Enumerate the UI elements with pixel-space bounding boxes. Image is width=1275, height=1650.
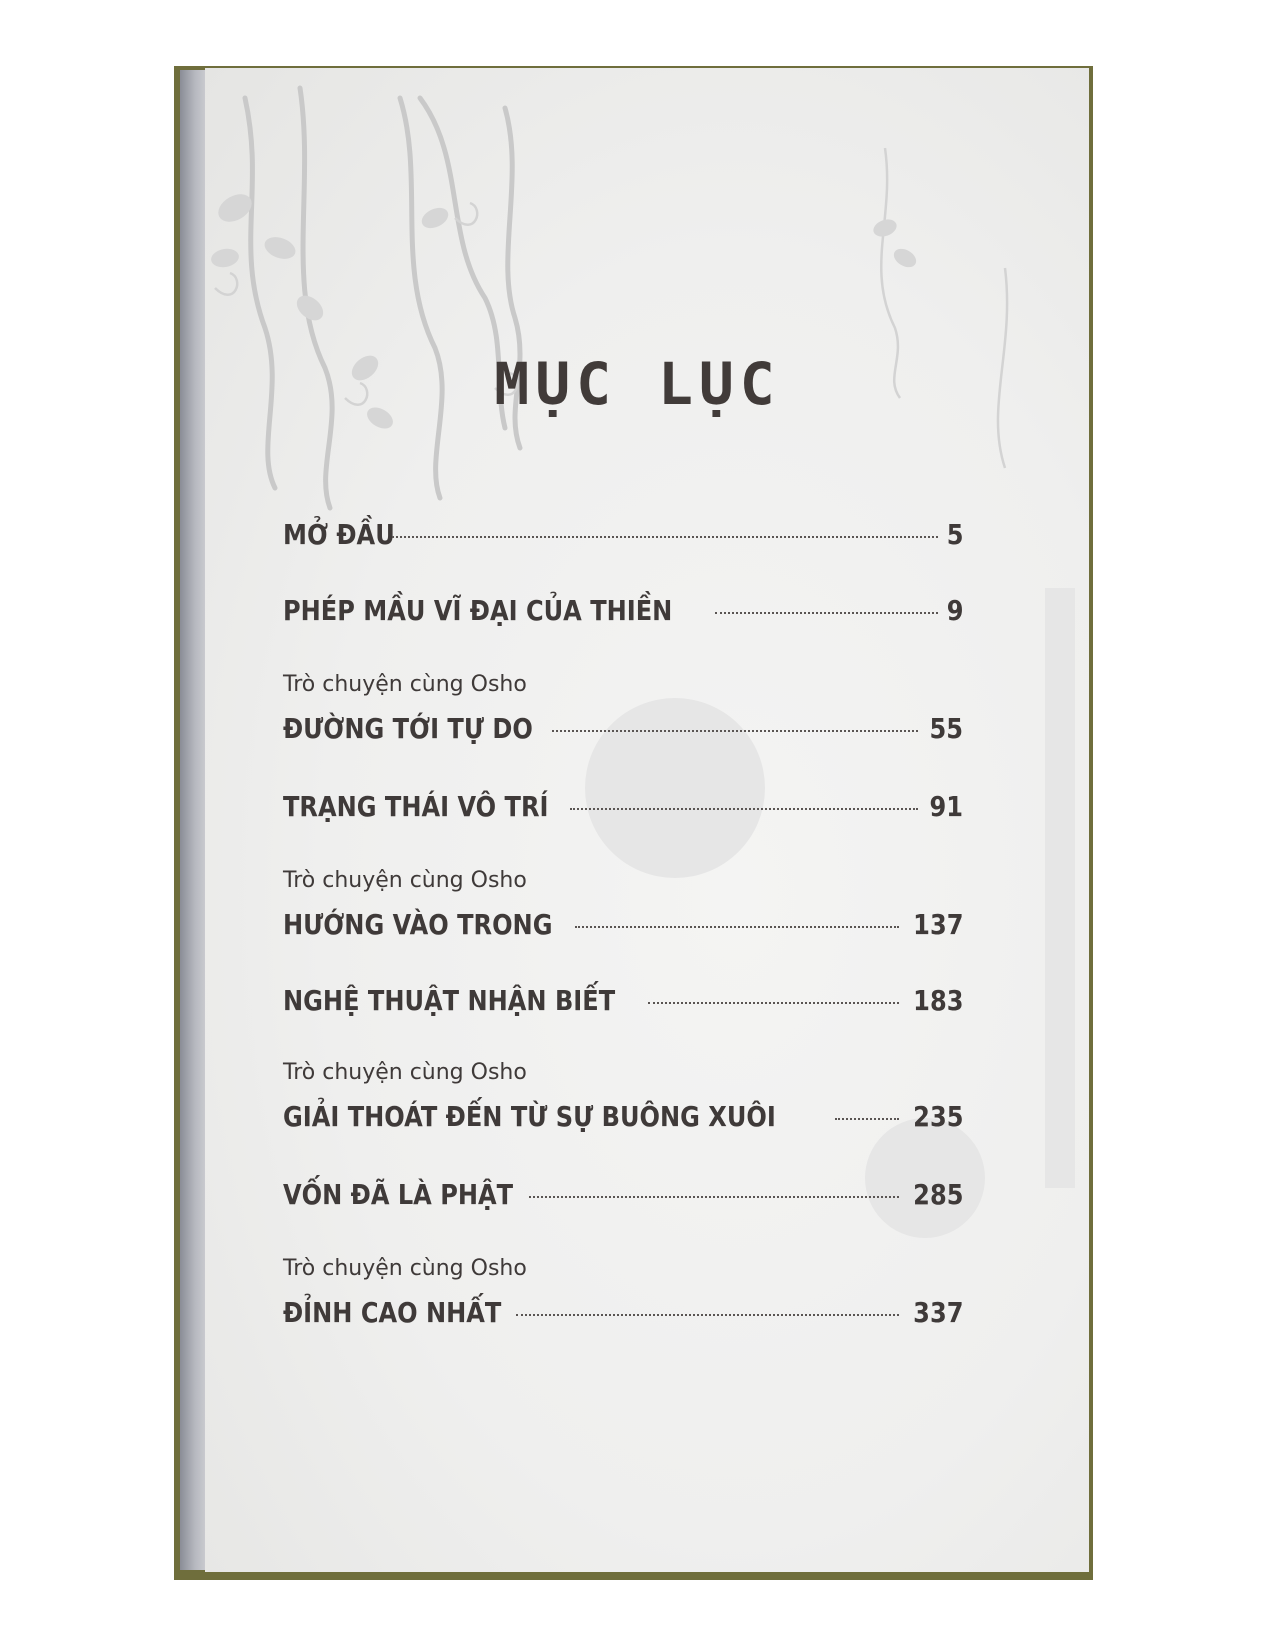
toc-entry-page: 137 [912,908,963,941]
toc-entry-title: GIẢI THOÁT ĐẾN TỪ SỰ BUÔNG XUÔI [283,1100,776,1133]
toc-entry-page: 337 [912,1296,963,1329]
toc-entry-title: NGHỆ THUẬT NHẬN BIẾT [283,984,616,1017]
toc-entry [283,594,963,627]
dot-leader [529,1196,898,1198]
toc-entry-page: 5 [946,518,963,551]
toc-entry-page: 183 [912,984,963,1017]
toc-entry-subtitle: Trò chuyện cùng Osho [283,868,527,893]
toc-entry-page: 9 [946,594,963,627]
dot-leader [516,1314,899,1316]
toc-entry [283,1100,963,1133]
toc-entry-title: ĐƯỜNG TỚI TỰ DO [283,712,533,745]
toc-entry-title: TRẠNG THÁI VÔ TRÍ [283,790,549,823]
dot-leader [570,808,918,810]
toc-entry [283,712,963,745]
page-title: MỤC LỤC [494,350,781,418]
dot-leader [575,926,898,928]
toc-entry-page: 285 [912,1178,963,1211]
dot-leader [552,730,918,732]
toc-entry [283,908,963,941]
toc-entry [283,790,963,823]
toc-entry [283,1178,963,1211]
toc-entry-subtitle: Trò chuyện cùng Osho [283,672,527,697]
toc-entry-page: 55 [929,712,963,745]
toc-entry-title: HƯỚNG VÀO TRONG [283,908,553,941]
toc-entry-subtitle: Trò chuyện cùng Osho [283,1060,527,1085]
dot-leader [392,536,938,538]
dot-leader [715,612,938,614]
toc-entry-page: 91 [929,790,963,823]
toc-entry-title: ĐỈNH CAO NHẤT [283,1296,502,1329]
toc-entry [283,984,963,1017]
toc-entry-title: VỐN ĐÃ LÀ PHẬT [283,1178,514,1211]
toc-entry-title: PHÉP MẦU VĨ ĐẠI CỦA THIỀN [283,594,673,627]
toc-entry [283,518,963,551]
dot-leader [648,1002,899,1004]
toc-entry-subtitle: Trò chuyện cùng Osho [283,1256,527,1281]
toc-entry [283,1296,963,1329]
toc-entry-title: MỞ ĐẦU [283,518,395,551]
toc-entry-page: 235 [912,1100,963,1133]
dot-leader [835,1118,899,1120]
